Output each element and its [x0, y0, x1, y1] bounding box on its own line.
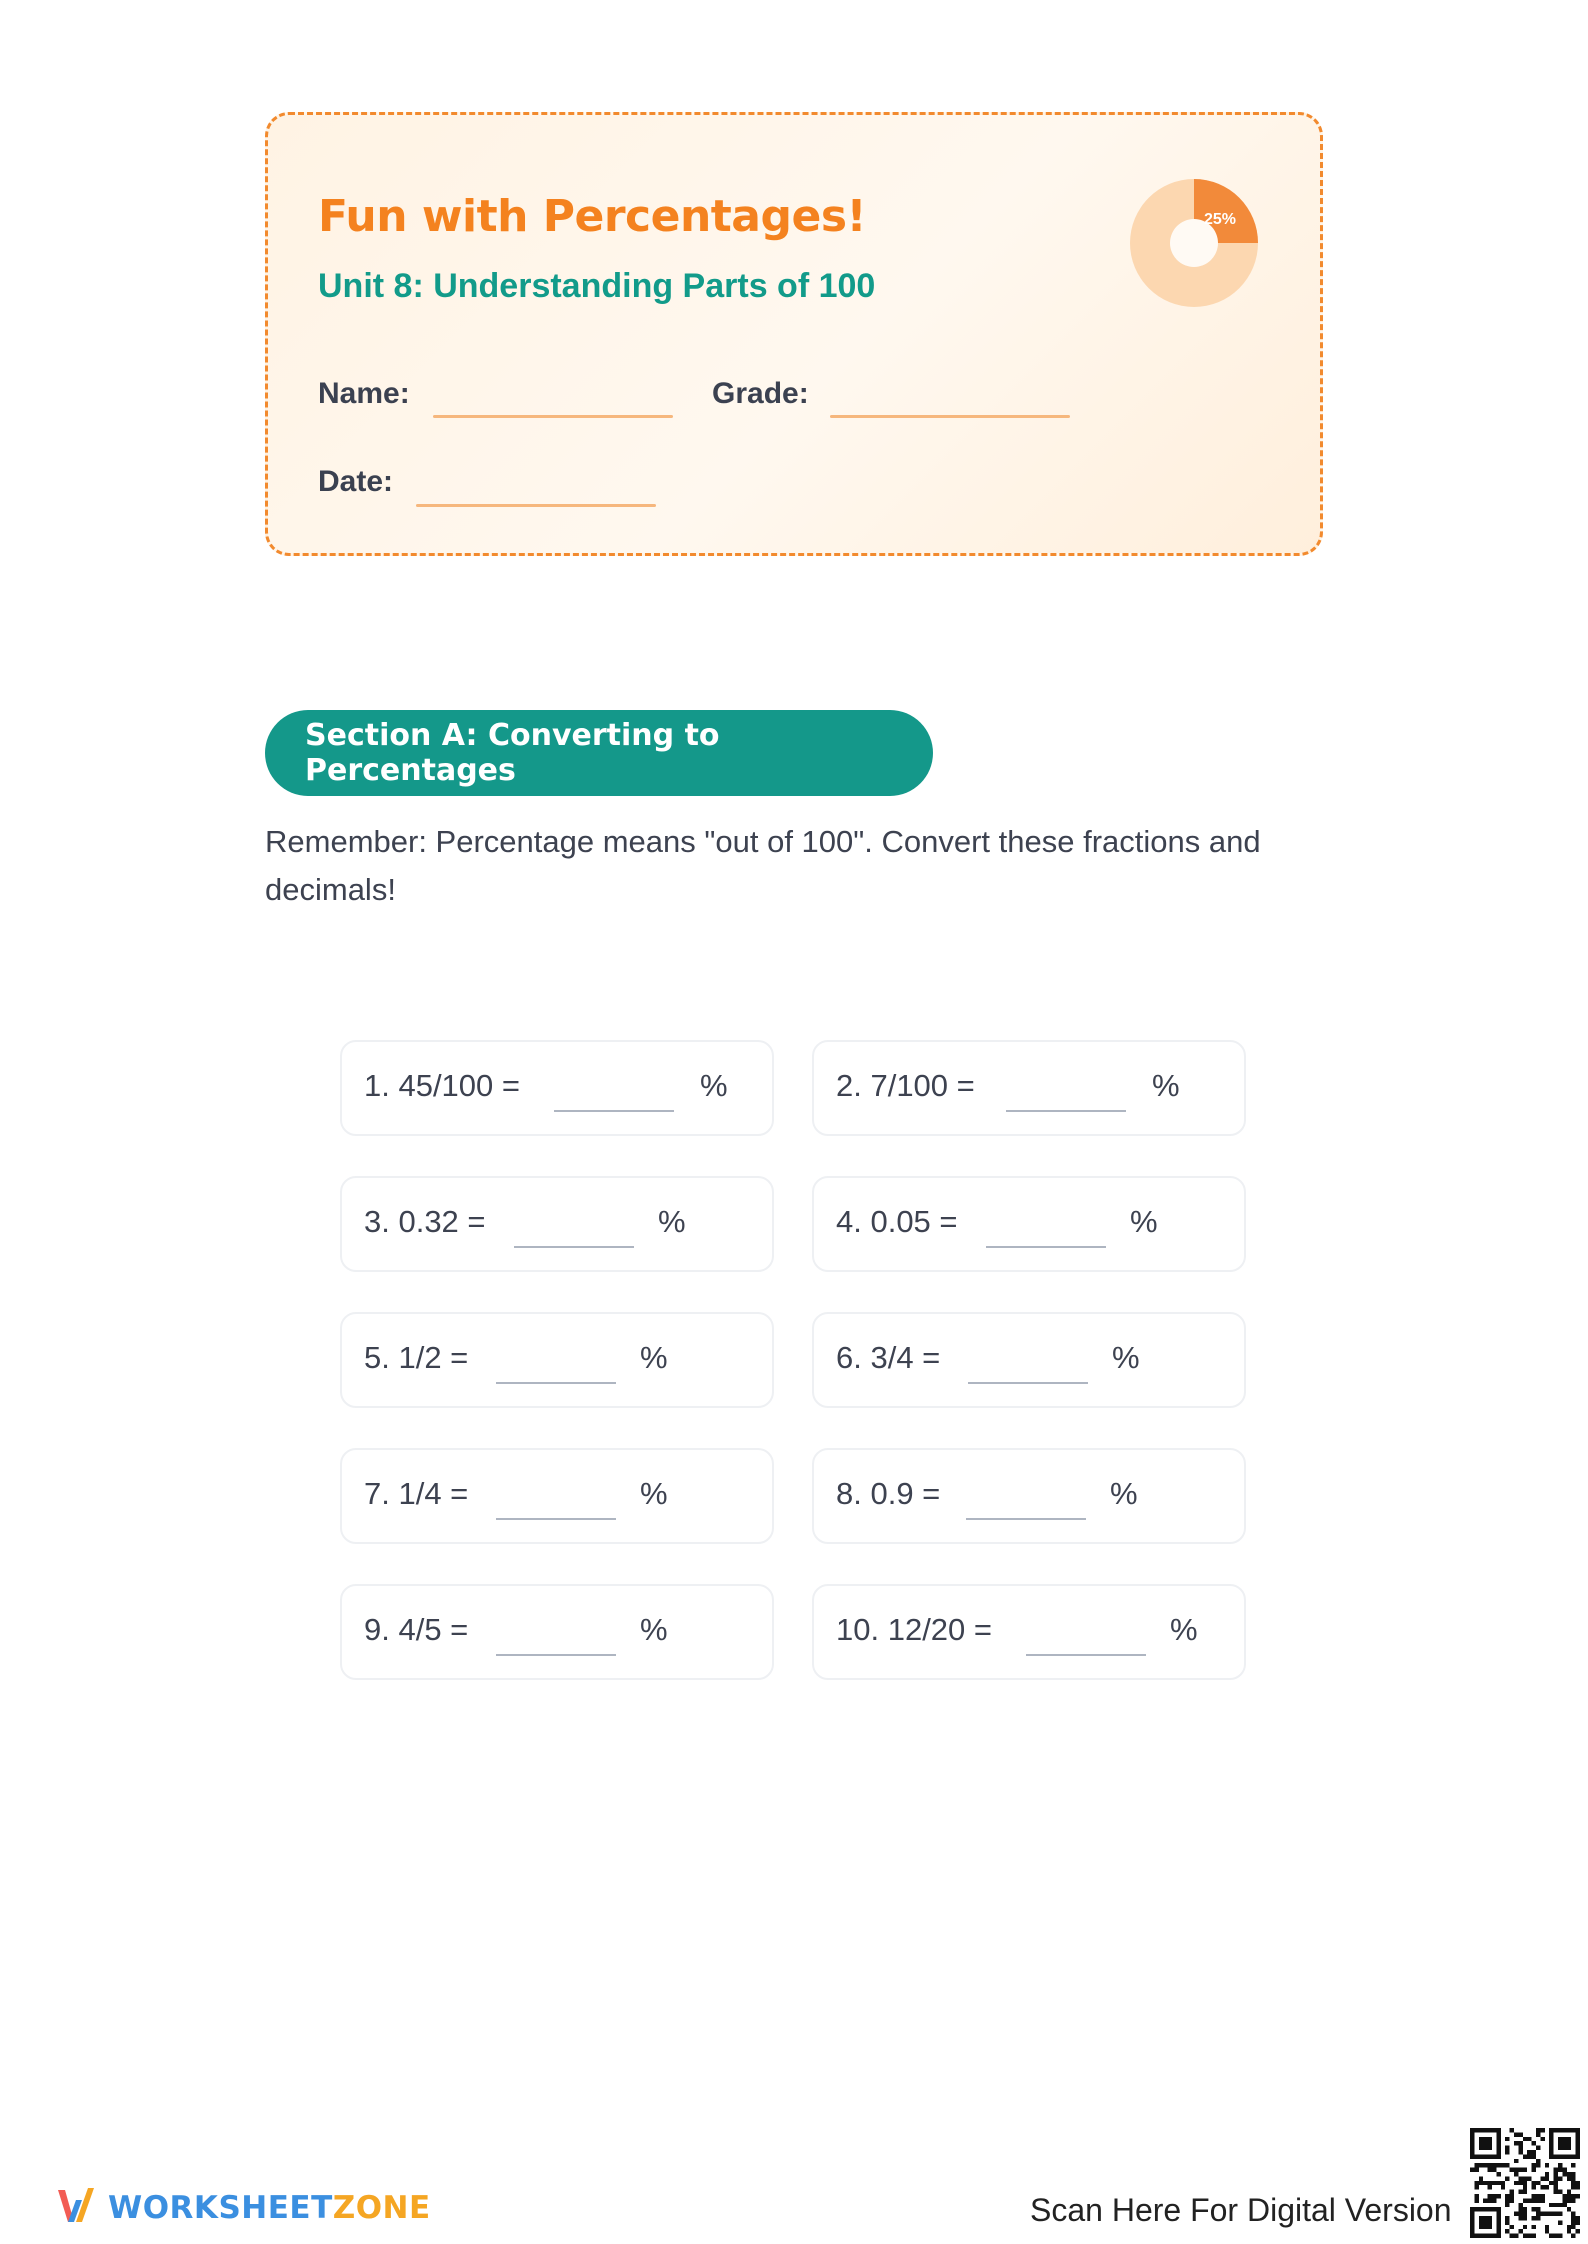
date-label: Date: [318, 465, 394, 498]
section-a-instructions: Remember: Percentage means "out of 100". Convert these fractions and decimals! [265, 824, 1261, 907]
name-field[interactable] [433, 415, 673, 418]
pie-chart-icon [1128, 177, 1260, 309]
question-text: 10. 12/20 = [836, 1612, 992, 1647]
question-text: 5. 1/2 = [364, 1340, 469, 1375]
question-card [340, 1176, 774, 1272]
scan-text: Scan Here For Digital Version [1030, 2192, 1452, 2228]
answer-blank[interactable] [496, 1518, 616, 1520]
percent-sign: % [1112, 1340, 1140, 1375]
answer-blank[interactable] [1006, 1110, 1126, 1112]
answer-blank[interactable] [966, 1518, 1086, 1520]
percent-sign: % [1130, 1204, 1158, 1239]
percent-sign: % [700, 1068, 728, 1103]
question-text: 4. 0.05 = [836, 1204, 958, 1239]
answer-blank[interactable] [968, 1382, 1088, 1384]
answer-blank[interactable] [496, 1382, 616, 1384]
worksheetzone-logo-icon [56, 2182, 96, 2228]
brand-name [108, 2190, 431, 2226]
date-field[interactable] [416, 504, 656, 507]
question-card [340, 1584, 774, 1680]
brand-part-zone: ZONE [332, 2190, 431, 2226]
question-card [812, 1584, 1246, 1680]
answer-blank[interactable] [496, 1654, 616, 1656]
percent-sign: % [1152, 1068, 1180, 1103]
header-card [265, 112, 1323, 556]
question-text: 6. 3/4 = [836, 1340, 941, 1375]
percent-sign: % [640, 1340, 668, 1375]
question-text: 1. 45/100 = [364, 1068, 520, 1103]
question-text: 3. 0.32 = [364, 1204, 486, 1239]
question-card [812, 1448, 1246, 1544]
question-card [340, 1040, 774, 1136]
percent-sign: % [1170, 1612, 1198, 1647]
answer-blank[interactable] [986, 1246, 1106, 1248]
grade-label: Grade: [712, 377, 809, 410]
brand-part-worksheet: WORKSHEET [108, 2190, 333, 2226]
question-card [340, 1448, 774, 1544]
section-a-title-text: Section A: Converting to Percentages [305, 718, 720, 788]
question-card [812, 1040, 1246, 1136]
pie-label: 25% [1203, 211, 1237, 228]
question-card [812, 1176, 1246, 1272]
question-text: 8. 0.9 = [836, 1476, 941, 1511]
answer-blank[interactable] [1026, 1654, 1146, 1656]
answer-blank[interactable] [514, 1246, 634, 1248]
worksheet-subtitle: Unit 8: Understanding Parts of 100 [318, 267, 876, 305]
percent-sign: % [640, 1476, 668, 1511]
percent-sign: % [1110, 1476, 1138, 1511]
qr-code-icon[interactable] [1470, 2128, 1580, 2238]
name-label: Name: [318, 377, 410, 410]
grade-field[interactable] [830, 415, 1070, 418]
section-a-title [265, 710, 933, 796]
worksheet-title: Fun with Percentages! [318, 191, 867, 242]
question-card [812, 1312, 1246, 1408]
question-text: 2. 7/100 = [836, 1068, 975, 1103]
percent-sign: % [658, 1204, 686, 1239]
answer-blank[interactable] [554, 1110, 674, 1112]
question-text: 9. 4/5 = [364, 1612, 469, 1647]
question-card [340, 1312, 774, 1408]
question-text: 7. 1/4 = [364, 1476, 469, 1511]
percent-sign: % [640, 1612, 668, 1647]
